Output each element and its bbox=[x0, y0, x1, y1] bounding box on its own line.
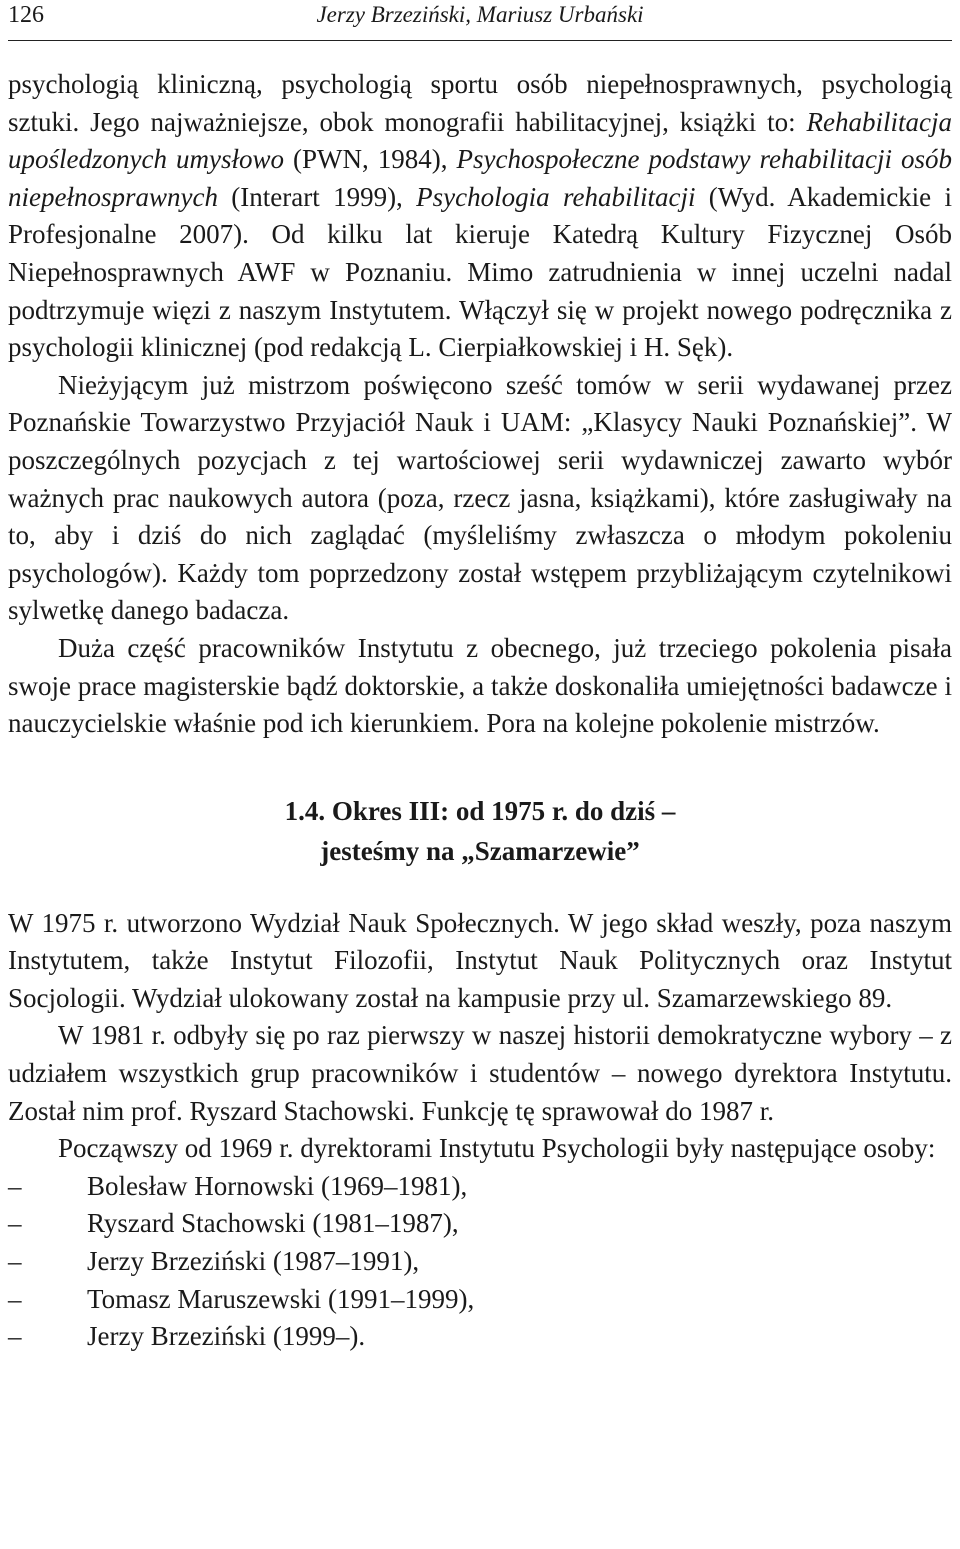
list-dash: – bbox=[8, 1321, 22, 1352]
directors-list bbox=[8, 1168, 952, 1356]
text-span: (Interart 1999), bbox=[217, 181, 417, 212]
director-entry: Bolesław Hornowski (1969–1981), bbox=[87, 1170, 468, 1201]
section-heading-line-1: 1.4. Okres III: od 1975 r. do dziś – bbox=[284, 795, 676, 826]
list-item bbox=[8, 1318, 952, 1356]
section-heading-line-2: jesteśmy na „Szamarzewie” bbox=[320, 835, 640, 866]
director-entry: Jerzy Brzeziński (1987–1991), bbox=[87, 1246, 420, 1277]
director-entry: Tomasz Maruszewski (1991–1999), bbox=[87, 1283, 475, 1314]
book-title: Psychospołeczne podstawy rehabilitacji osób niepełnosprawnych bbox=[8, 144, 952, 212]
director-entry: Jerzy Brzeziński (1999–). bbox=[87, 1321, 366, 1352]
page-number: 126 bbox=[8, 2, 44, 28]
list-dash: – bbox=[8, 1208, 22, 1239]
paragraph-1 bbox=[8, 66, 952, 367]
paragraph-3: Duża część pracowników Instytutu z obecnego, już trzeciego pokolenia pisała swoje prace magisterskie bądź doktorskie, a także doskonaliła umiejętności badawcze i nauczycielskie właśnie pod ich kierunkiem. Pora na kolejne pokolenie mistrzów. bbox=[8, 632, 952, 739]
paragraph-4: W 1975 r. utworzono Wydział Nauk Społecznych. W jego skład weszły, poza naszym Instytutem, także Instytut Filozofii, Instytut Nauk Politycznych oraz Instytut Socjologii. Wydział ulokowany został na kampusie przy ul. Szamarzewskiego 89. bbox=[8, 907, 952, 1013]
text-span: (Wyd. Akademickie i Profesjonalne 2007). Od kilku lat kieruje Katedrą Kultury Fizycznej Osób Niepełnosprawnych AWF w Poznaniu. Mimo zatrudnienia w innej uczelni nadal podtrzymuje więzi z naszym Instytutem. Włączył się w projekt nowego podręcznika z psychologii klinicznej (pod redakcją L. Cierpiałkowskiej i H. Sęk). bbox=[8, 181, 953, 363]
page-header bbox=[8, 0, 952, 41]
book-title: Psychologia rehabilitacji bbox=[416, 181, 696, 212]
section-heading bbox=[8, 791, 952, 871]
paragraph-2: Nieżyjącym już mistrzom poświęcono sześć tomów w serii wydawanej przez Poznańskie Towarzystwo Przyjaciół Nauk i UAM: „Klasycy Nauki Poznańskiej”. W poszczególnych pozycjach z tej wartościowej serii wydawniczej zawarto wybór ważnych prac naukowych autora (poza, rzecz jasna, książkami), które zasługiwały na to, aby i dziś do nich zaglądać (myśleliśmy zwłaszcza o młodym pokoleniu psychologów). Każdy tom poprzedzony został wstępem przybliżającym czytelnikowi sylwetkę danego badacza. bbox=[8, 369, 952, 626]
list-item bbox=[8, 1168, 952, 1206]
running-title: Jerzy Brzeziński, Mariusz Urbański bbox=[316, 2, 644, 27]
list-item bbox=[8, 1205, 952, 1243]
list-item bbox=[8, 1243, 952, 1281]
director-entry: Ryszard Stachowski (1981–1987), bbox=[87, 1208, 459, 1239]
list-item bbox=[8, 1281, 952, 1319]
list-dash: – bbox=[8, 1170, 22, 1201]
list-dash: – bbox=[8, 1246, 22, 1277]
page-body bbox=[8, 66, 952, 1356]
book-title: Rehabilitacja upośledzonych umysłowo bbox=[8, 106, 952, 175]
text-span: psychologią kliniczną, psychologią sportu osób niepełnosprawnych, psychologią sztuki. Jego najważniejsze, obok monografii habilitacyjnej, książki to: bbox=[8, 69, 952, 137]
paragraph-5: W 1981 r. odbyły się po raz pierwszy w naszej historii demokratyczne wybory – z udziałem wszystkich grup pracowników i studentów – nowego dyrektora Instytutu. Został nim prof. Ryszard Stachowski. Funkcję tę sprawował do 1987 r. bbox=[8, 1020, 952, 1126]
text-span: (PWN, 1984), bbox=[283, 144, 457, 175]
paragraph-6: Począwszy od 1969 r. dyrektorami Instytutu Psychologii były następujące osoby: bbox=[58, 1133, 936, 1164]
list-dash: – bbox=[8, 1283, 22, 1314]
